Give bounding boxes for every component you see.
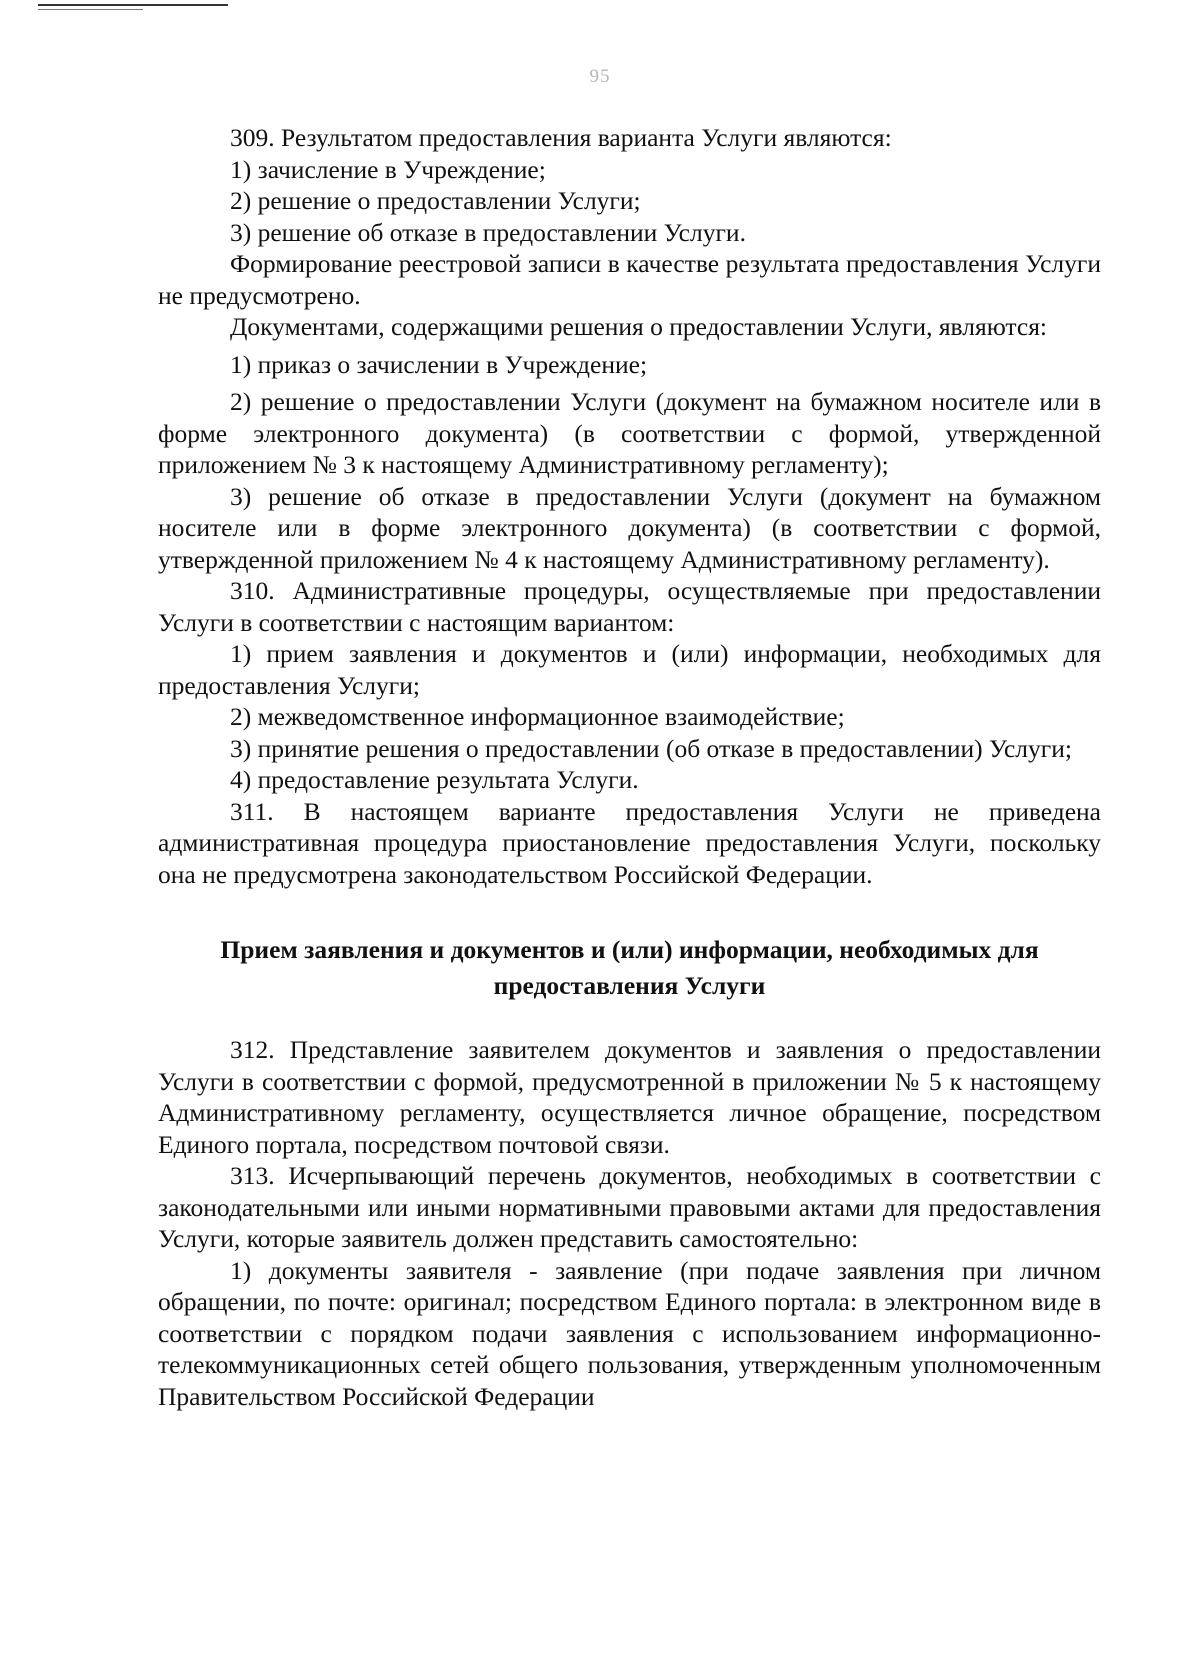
- paragraph-312: 312. Представление заявителем документов и заявления о предоставлении Услуги в соответствии с формой, предусмотренной в приложении № 5 к настоящему Административному регламенту, осуществляется личное обращение, посредством Единого портала, посредством почтовой связи.: [158, 1035, 1101, 1159]
- paragraph-310: 310. Административные процедуры, осуществляемые при предоставлении Услуги в соответствии с настоящим вариантом:: [158, 576, 1101, 637]
- paragraph-309: 309. Результатом предоставления варианта Услуги являются:: [230, 123, 892, 152]
- paragraph-313: 313. Исчерпывающий перечень документов, необходимых в соответствии с законодательными или иными нормативными правовыми актами для предоставления Услуги, которые заявитель должен представить самостоятельно:: [158, 1161, 1101, 1253]
- list-item-enrollment-order: 1) приказ о зачислении в Учреждение;: [230, 349, 648, 379]
- section-heading: Прием заявления и документов и (или) информации, необходимых для предоставления Услуги: [220, 935, 1039, 1000]
- paragraph-decision-documents: Документами, содержащими решения о предоставлении Услуги, являются:: [230, 312, 1048, 341]
- list-item-grant-document: 2) решение о предоставлении Услуги (документ на бумажном носителе или в форме электронного документа) (в соответствии с формой, утвержденной приложением № 3 к настоящему Административному регламенту);: [158, 387, 1101, 479]
- list-item-decision-making: 3) принятие решения о предоставлении (об отказе в предоставлении) Услуги;: [230, 733, 1072, 763]
- list-item-application-intake: 1) прием заявления и документов и (или) информации, необходимых для предоставления Услуги;: [158, 639, 1101, 700]
- paragraph-registry-record: Формирование реестровой записи в качестве результата предоставления Услуги не предусмотрено.: [158, 249, 1101, 310]
- list-item-interagency: 2) межведомственное информационное взаимодействие;: [230, 702, 845, 731]
- list-item-result-delivery: 4) предоставление результата Услуги.: [230, 765, 639, 794]
- paragraph-311: 311. В настоящем варианте предоставления Услуги не приведена административная процедура приостановление предоставления Услуги, поскольку она не предусмотрена законодательством Российской Федерации.: [158, 796, 1101, 889]
- list-item-applicant-documents: 1) документы заявителя - заявление (при подаче заявления при личном обращении, по почте: оригинал; посредством Единого портала: в электронном виде в соответствии с порядком подачи заявления с использованием информационно-телекоммуникационных сетей общего пользования, утвержденным уполномоченным Правительством Российской Федерации: [158, 1255, 1101, 1411]
- list-item-decision-grant: 2) решение о предоставлении Услуги;: [230, 186, 641, 215]
- list-item-refusal-document: 3) решение об отказе в предоставлении Услуги (документ на бумажном носителе или в форме электронного документа) (в соответствии с формой, утвержденной приложением № 4 к настоящему Административному регламенту).: [158, 481, 1101, 574]
- page-number: 95: [589, 66, 611, 87]
- list-item-decision-refusal: 3) решение об отказе в предоставлении Услуги.: [230, 217, 746, 247]
- scan-edge-line-short: [38, 9, 143, 10]
- document-body: [158, 122, 1101, 1412]
- list-item-enrollment: 1) зачисление в Учреждение;: [230, 154, 546, 184]
- scan-edge-line: [38, 4, 228, 6]
